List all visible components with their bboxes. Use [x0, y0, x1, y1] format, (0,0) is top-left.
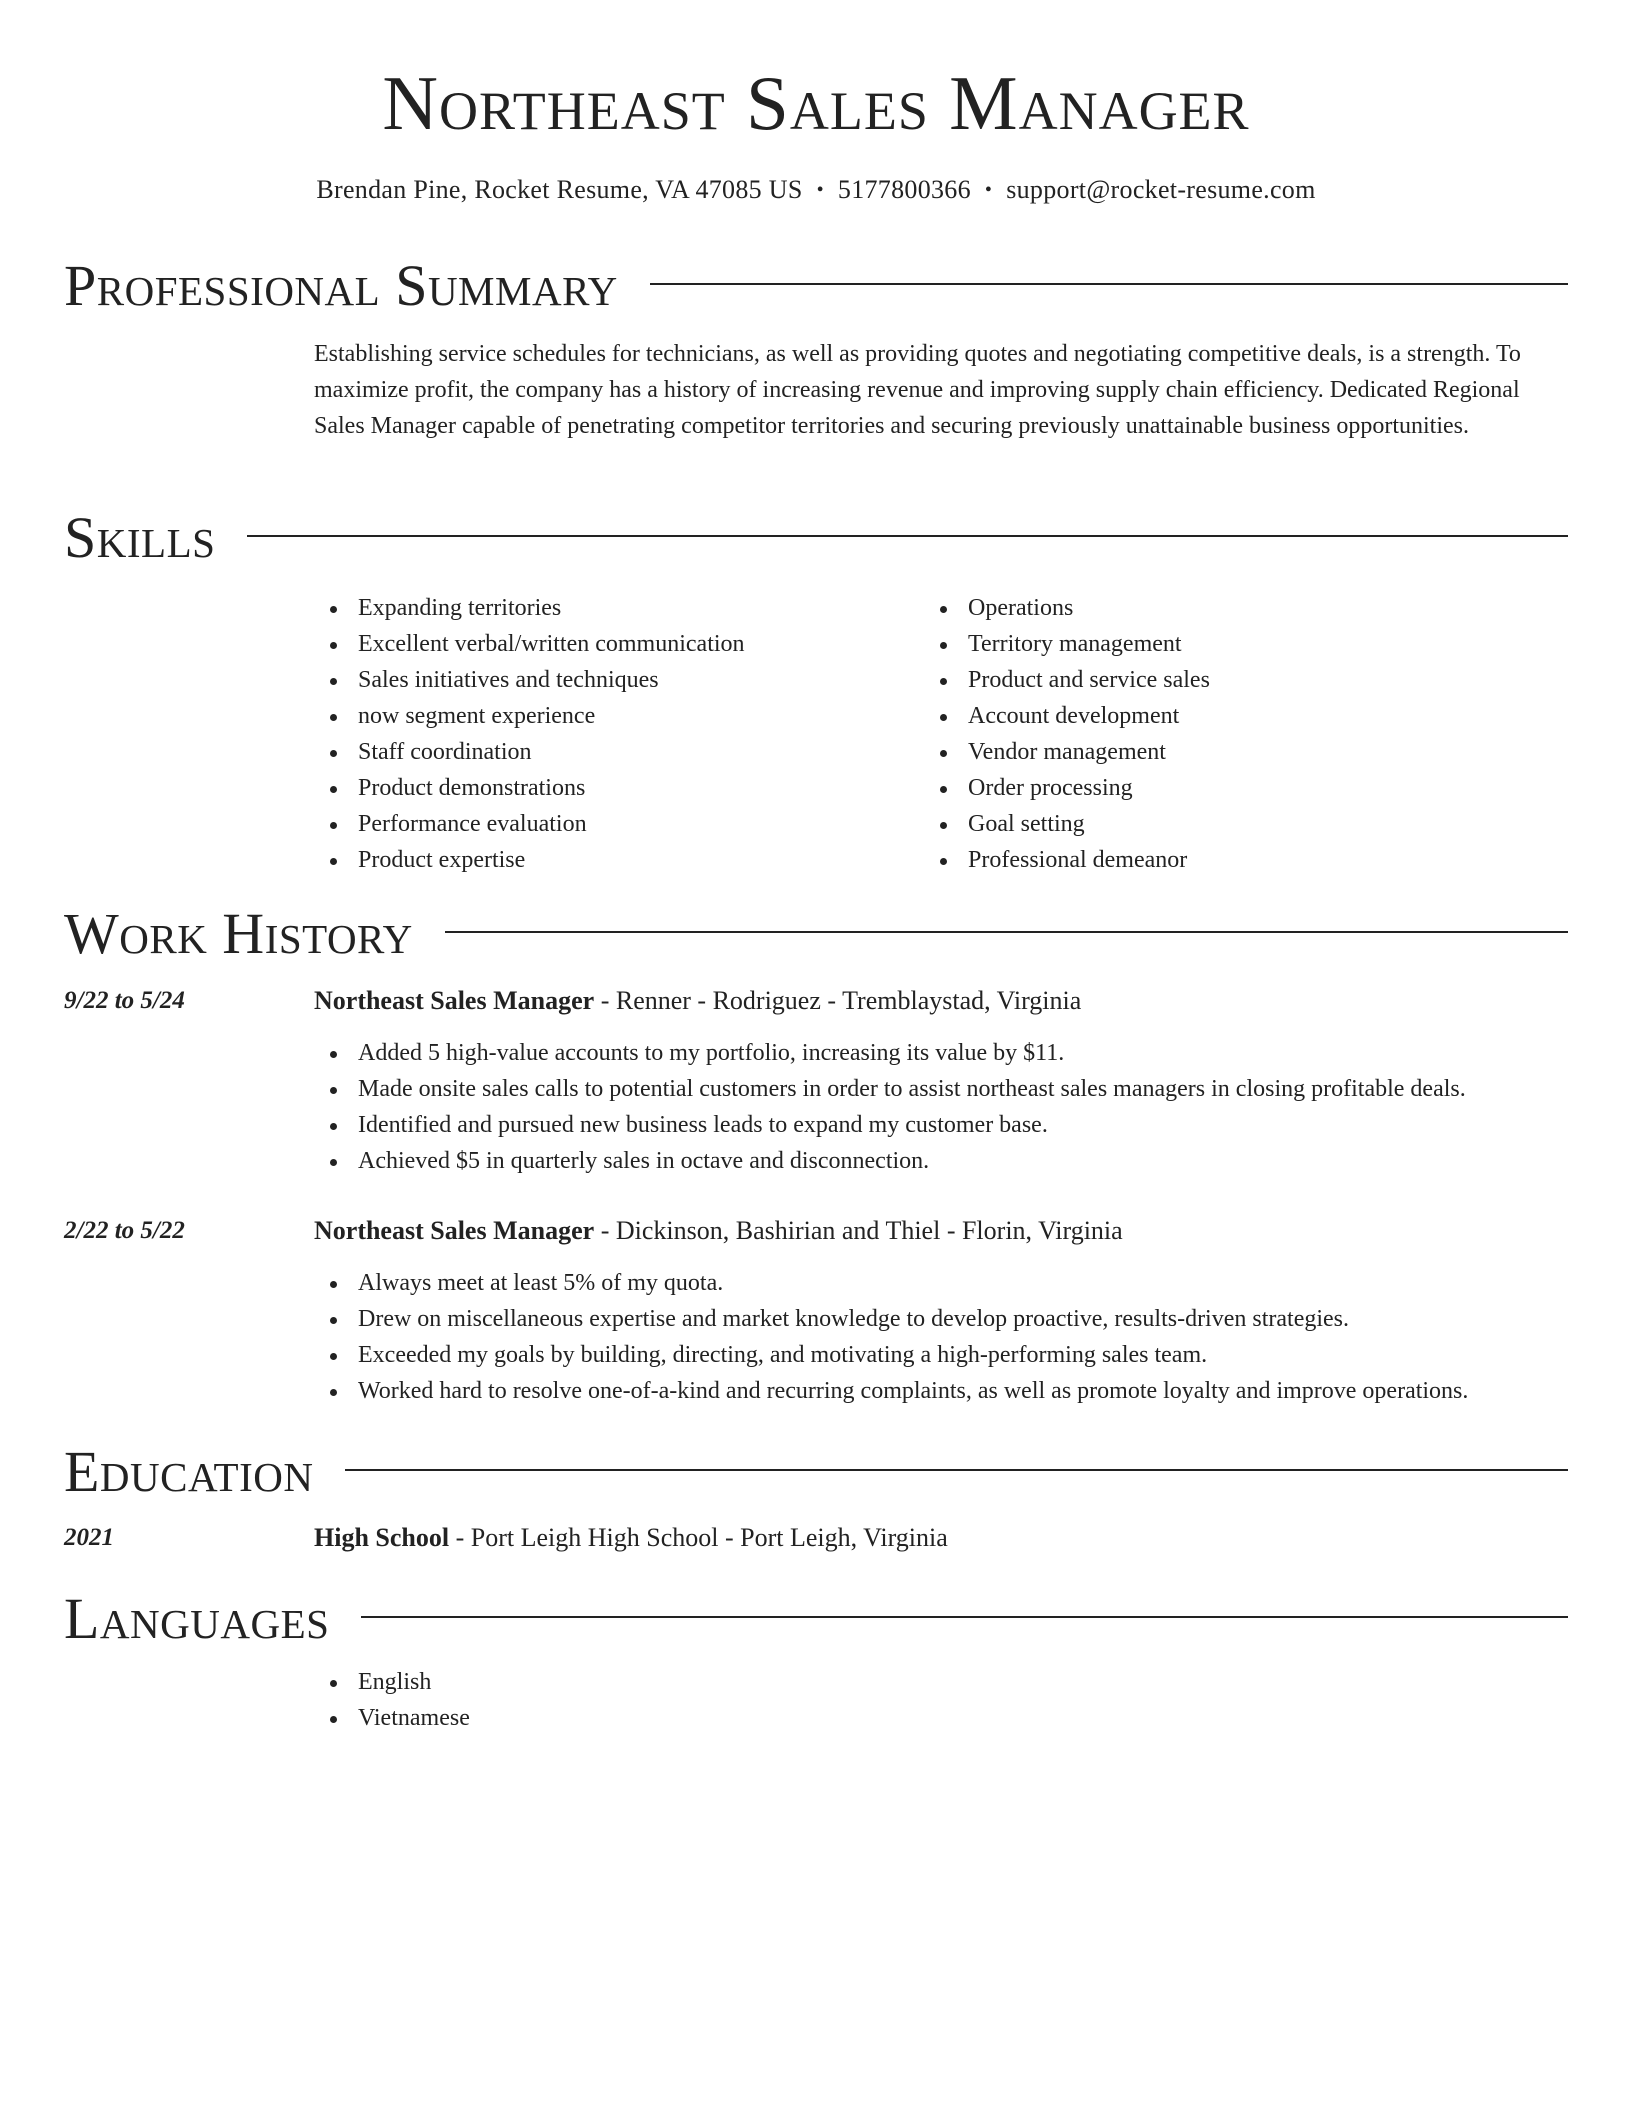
- job-bullet: Exceeded my goals by building, directing, and motivating a high-performing sales team.: [314, 1337, 1468, 1373]
- job-dates: 2/22 to 5/22: [64, 1217, 185, 1244]
- contact-address: Brendan Pine, Rocket Resume, VA 47085 US: [316, 175, 803, 204]
- section-divider: [345, 1469, 1568, 1471]
- language-item: English: [314, 1664, 470, 1700]
- skill-item: Product expertise: [314, 842, 745, 878]
- skill-item: Staff coordination: [314, 734, 745, 770]
- work-history-section-header: [64, 899, 1568, 969]
- job-title-line: [314, 983, 1081, 1019]
- job-employer: - Dickinson, Bashirian and Thiel - Florin, Virginia: [594, 1216, 1123, 1245]
- skill-item: Goal setting: [924, 806, 1210, 842]
- languages-list: [314, 1664, 470, 1736]
- section-divider: [247, 535, 1568, 537]
- summary-section-header: [64, 251, 1568, 321]
- job-bullet: Drew on miscellaneous expertise and market knowledge to develop proactive, results-driven strategies.: [314, 1301, 1468, 1337]
- skill-item: Product demonstrations: [314, 770, 745, 806]
- skill-item: Professional demeanor: [924, 842, 1210, 878]
- work-history-heading: Work History: [64, 901, 413, 966]
- job-bullet: Worked hard to resolve one-of-a-kind and recurring complaints, as well as promote loyalty and improve operations.: [314, 1373, 1468, 1409]
- contact-line: [0, 172, 1632, 208]
- skills-column-right: [924, 590, 1210, 878]
- skill-item: Vendor management: [924, 734, 1210, 770]
- education-section-header: [64, 1437, 1568, 1507]
- contact-separator: •: [816, 179, 824, 201]
- job-bullet: Identified and pursued new business leads to expand my customer base.: [314, 1107, 1466, 1143]
- skill-item: now segment experience: [314, 698, 745, 734]
- skill-item: Expanding territories: [314, 590, 745, 626]
- section-divider: [361, 1616, 1568, 1618]
- language-item: Vietnamese: [314, 1700, 470, 1736]
- contact-email[interactable]: support@rocket-resume.com: [1006, 175, 1316, 204]
- skills-section-header: [64, 503, 1568, 573]
- job-bullet: Made onsite sales calls to potential customers in order to assist northeast sales managers in closing profitable deals.: [314, 1071, 1466, 1107]
- job-employer: - Renner - Rodriguez - Tremblaystad, Virginia: [594, 986, 1082, 1015]
- resume-title: Northeast Sales Manager: [382, 60, 1250, 146]
- skill-item: Account development: [924, 698, 1210, 734]
- skill-item: Excellent verbal/written communication: [314, 626, 745, 662]
- job-title: Northeast Sales Manager: [314, 986, 595, 1015]
- skills-heading: Skills: [64, 505, 216, 570]
- education-heading: Education: [64, 1439, 314, 1504]
- education-degree: High School: [314, 1523, 450, 1552]
- skill-item: Order processing: [924, 770, 1210, 806]
- languages-heading: Languages: [64, 1586, 330, 1651]
- job-title: Northeast Sales Manager: [314, 1216, 595, 1245]
- skill-item: Territory management: [924, 626, 1210, 662]
- job-bullet: Added 5 high-value accounts to my portfolio, increasing its value by $11.: [314, 1035, 1466, 1071]
- skill-item: Product and service sales: [924, 662, 1210, 698]
- job-dates: 9/22 to 5/24: [64, 987, 185, 1014]
- job-bullets: [314, 1035, 1466, 1179]
- languages-section-header: [64, 1584, 1568, 1654]
- job-bullet: Achieved $5 in quarterly sales in octave and disconnection.: [314, 1143, 1466, 1179]
- section-divider: [445, 931, 1568, 933]
- skill-item: Performance evaluation: [314, 806, 745, 842]
- job-bullet: Always meet at least 5% of my quota.: [314, 1265, 1468, 1301]
- summary-heading: Professional Summary: [64, 253, 618, 318]
- education-school: - Port Leigh High School - Port Leigh, Virginia: [449, 1523, 948, 1552]
- summary-text: Establishing service schedules for technicians, as well as providing quotes and negotiating competitive deals, is a strength. To maximize profit, the company has a history of increasing revenue and improving supply chain efficiency. Dedicated Regional Sales Manager capable of penetrating competitor territories and securing previously unattainable business opportunities.: [314, 341, 1521, 439]
- skill-item: Operations: [924, 590, 1210, 626]
- job-title-line: [314, 1213, 1123, 1249]
- skill-item: Sales initiatives and techniques: [314, 662, 745, 698]
- section-divider: [650, 283, 1568, 285]
- education-year: 2021: [64, 1524, 114, 1551]
- contact-phone: 5177800366: [837, 175, 971, 204]
- education-line: [314, 1520, 948, 1556]
- skills-column-left: [314, 590, 745, 878]
- job-bullets: [314, 1265, 1468, 1409]
- contact-separator: •: [984, 179, 993, 201]
